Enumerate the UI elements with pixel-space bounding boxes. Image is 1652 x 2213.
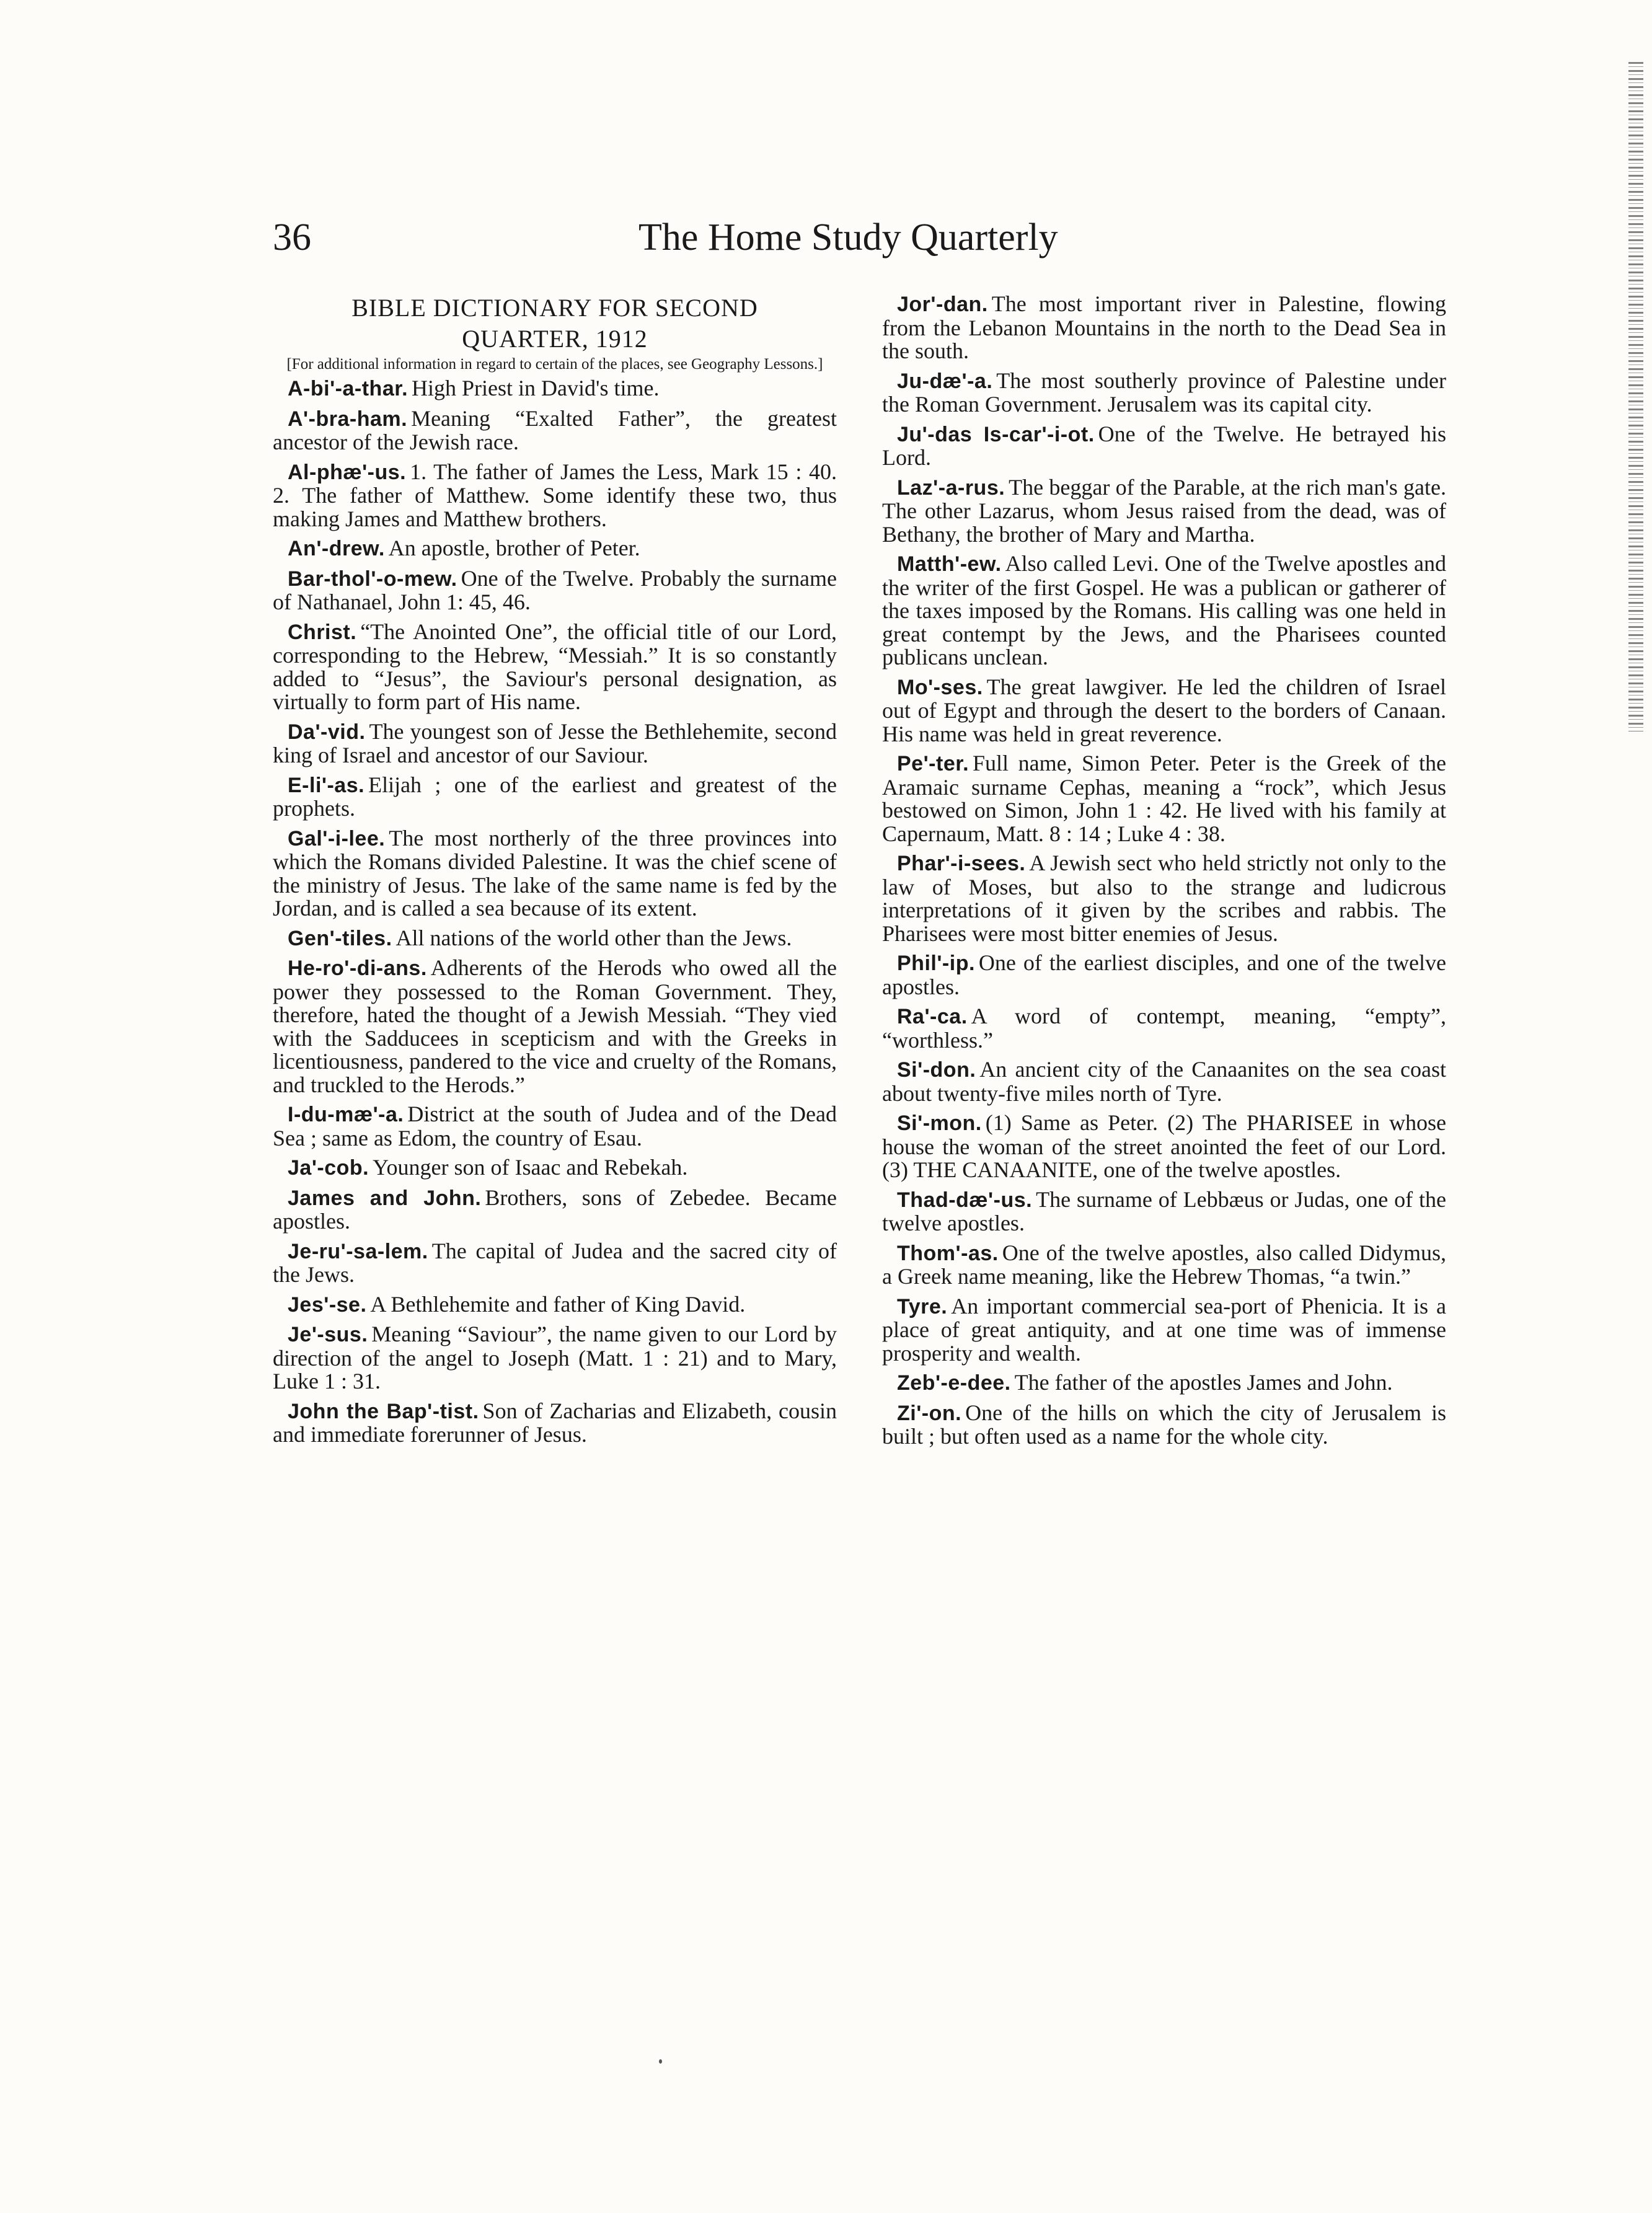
entry-term: Bar-thol'-o-mew. xyxy=(288,567,457,591)
entry-term: James and John. xyxy=(288,1186,482,1210)
entry-definition: One of the Twelve. Probably the surname of Nathanael, John 1: 45, 46. xyxy=(273,565,837,614)
entry-term: E-li'-as. xyxy=(288,773,365,797)
entry-term: A'-bra-ham. xyxy=(288,407,408,431)
entry-term: Je'-sus. xyxy=(288,1323,368,1346)
entry-term: Zeb'-e-dee. xyxy=(897,1371,1011,1395)
right-entry-list xyxy=(882,293,1446,1449)
entry-definition: The father of the apostles James and John. xyxy=(1014,1370,1393,1395)
dictionary-entry xyxy=(882,1005,1446,1052)
entry-definition: 1. The father of James the Less, Mark 15 : 40. 2. The father of Matthew. Some identify these two, thus making James and Matthew brothers. xyxy=(273,459,837,531)
dictionary-entry xyxy=(882,423,1446,470)
entry-term: Zi'-on. xyxy=(897,1401,962,1425)
dictionary-entry xyxy=(882,293,1446,363)
entry-definition: An apostle, brother of Peter. xyxy=(388,536,640,560)
entry-term: An'-drew. xyxy=(288,537,385,560)
binding-edge-mark xyxy=(1628,62,1643,731)
dictionary-entry xyxy=(882,1242,1446,1289)
entry-definition: One of the twelve apostles, also called Didymus, a Greek name meaning, like the Hebrew Thomas, “a twin.” xyxy=(882,1240,1446,1289)
entry-definition: Son of Zacharias and Elizabeth, cousin and immediate forerunner of Jesus. xyxy=(273,1398,837,1447)
dictionary-entry xyxy=(882,852,1446,945)
dictionary-entry xyxy=(273,537,837,561)
entry-term: Si'-mon. xyxy=(897,1111,982,1135)
page-number: 36 xyxy=(273,216,311,258)
entry-term: Ja'-cob. xyxy=(288,1156,369,1180)
entry-term: Da'-vid. xyxy=(288,720,366,744)
entry-term: Mo'-ses. xyxy=(897,675,983,699)
dictionary-entry xyxy=(882,752,1446,846)
entry-definition: The beggar of the Parable, at the rich man's gate. The other Lazarus, whom Jesus raised from the dead, was of Bethany, the brother of Mary and Martha. xyxy=(882,474,1446,547)
section-title-line-2: QUARTER, 1912 xyxy=(462,325,648,353)
entry-definition: District at the south of Judea and of the Dead Sea ; same as Edom, the country of Esau. xyxy=(273,1102,837,1151)
dictionary-entry xyxy=(273,407,837,454)
entry-definition: One of the Twelve. He betrayed his Lord. xyxy=(882,421,1446,470)
section-title-line-1: BIBLE DICTIONARY FOR SECOND xyxy=(351,294,758,322)
entry-definition: Also called Levi. One of the Twelve apostles and the writer of the first Gospel. He was a publican or gatherer of the taxes imposed by the Romans. His calling was one held in great contempt by the Jews, and the Pharisees counted publicans unclean. xyxy=(882,551,1446,669)
entry-definition: (1) Same as Peter. (2) The PHARISEE in whose house the woman of the street anointed the feet of our Lord. (3) THE CANAANITE, one of the twelve apostles. xyxy=(882,1110,1446,1182)
dictionary-entry xyxy=(273,1156,837,1180)
dictionary-entry xyxy=(882,369,1446,417)
entry-definition: The youngest son of Jesse the Bethlehemite, second king of Israel and ancestor of our Saviour. xyxy=(273,718,837,767)
entry-term: Phar'-i-sees. xyxy=(897,852,1026,875)
entry-definition: The surname of Lebbæus or Judas, one of the twelve apostles. xyxy=(882,1186,1446,1235)
entry-definition: One of the hills on which the city of Jerusalem is built ; but often used as a name for the whole city. xyxy=(882,1400,1446,1449)
dictionary-entry xyxy=(273,567,837,614)
running-title: The Home Study Quarterly xyxy=(638,216,1058,258)
dictionary-entry xyxy=(273,720,837,767)
entry-definition: Adherents of the Herods who owed all the power they possessed to the Roman Government. They, therefore, hated the thought of a Jewish Messiah. “They vied with the Sadducees in scepticism and with the Greeks in licentiousness, pandered to the vice and cruelty of the Romans, and truckled to the Herods.” xyxy=(273,955,837,1097)
section-title xyxy=(273,293,837,355)
entry-term: Jor'-dan. xyxy=(897,293,988,316)
entry-term: Ra'-ca. xyxy=(897,1005,968,1028)
dictionary-entry xyxy=(882,1111,1446,1182)
entry-definition: High Priest in David's time. xyxy=(412,376,660,400)
entry-term: John the Bap'-tist. xyxy=(288,1399,479,1423)
entry-definition: The capital of Judea and the sacred city of the Jews. xyxy=(273,1238,837,1287)
dictionary-entry xyxy=(273,927,837,951)
entry-definition: A Bethlehemite and father of King David. xyxy=(370,1291,746,1317)
dictionary-entry xyxy=(882,1371,1446,1395)
entry-definition: A word of contempt, meaning, “empty”, “worthless.” xyxy=(882,1004,1446,1053)
dictionary-entry xyxy=(273,621,837,714)
entry-term: Thad-dæ'-us. xyxy=(897,1188,1033,1212)
entry-term: A-bi'-a-thar. xyxy=(288,377,409,400)
entry-term: Je-ru'-sa-lem. xyxy=(288,1239,428,1263)
dictionary-entry xyxy=(273,377,837,401)
entry-term: Si'-don. xyxy=(897,1058,976,1082)
entry-definition: Full name, Simon Peter. Peter is the Greek of the Aramaic surname Cephas, meaning a “rock”, which Jesus bestowed on Simon, John 1 : 42. He lived with his family at Capernaum, Matt. 8 : 14 ; Luke 4 : 38. xyxy=(882,751,1446,846)
entry-definition: The most important river in Palestine, flowing from the Lebanon Mountains in the north to the Dead Sea in the south. xyxy=(882,291,1446,363)
entry-term: I-du-mæ'-a. xyxy=(288,1103,404,1126)
entry-term: Al-phæ'-us. xyxy=(288,460,407,484)
entry-definition: Elijah ; one of the earliest and greatest of the prophets. xyxy=(273,772,837,821)
entry-definition: An ancient city of the Canaanites on the sea coast about twenty-five miles north of Tyre. xyxy=(882,1057,1446,1106)
section-note: [For additional information in regard to certain of the places, see Geography Lessons.] xyxy=(286,356,823,373)
dictionary-entry xyxy=(273,827,837,921)
entry-term: Laz'-a-rus. xyxy=(897,475,1005,500)
entry-term: Ju'-das Is-car'-i-ot. xyxy=(897,422,1095,446)
entry-term: Jes'-se. xyxy=(288,1292,367,1317)
entry-definition: Younger son of Isaac and Rebekah. xyxy=(373,1155,688,1180)
dictionary-entry xyxy=(273,1186,837,1234)
dictionary-entry xyxy=(882,676,1446,746)
dictionary-entry xyxy=(882,1188,1446,1235)
entry-term: Gen'-tiles. xyxy=(288,926,392,950)
dictionary-entry xyxy=(882,952,1446,999)
entry-term: Matth'-ew. xyxy=(897,552,1002,576)
dictionary-entry xyxy=(273,1400,837,1447)
entry-definition: Meaning “Saviour”, the name given to our Lord by direction of the angel to Joseph (Matt. 1 : 21) and to Mary, Luke 1 : 31. xyxy=(273,1322,837,1394)
dictionary-entry xyxy=(273,774,837,821)
entry-definition: The most southerly province of Palestine under the Roman Government. Jerusalem was its capital city. xyxy=(882,368,1446,417)
dictionary-entry xyxy=(273,461,837,531)
entry-term: Tyre. xyxy=(897,1294,948,1319)
left-column xyxy=(273,293,837,1453)
entry-definition: A Jewish sect who held strictly not only to the law of Moses, but also to the strange and ludicrous interpretations of it given by the scribes and rabbis. The Pharisees were most bitter enemies of Jesus. xyxy=(882,850,1446,946)
entry-term: Gal'-i-lee. xyxy=(288,826,386,850)
dictionary-entry xyxy=(273,1240,837,1287)
dictionary-entry xyxy=(273,956,837,1097)
dictionary-entry xyxy=(273,1293,837,1317)
dictionary-entry xyxy=(273,1323,837,1394)
page-header xyxy=(273,216,1153,272)
entry-term: He-ro'-di-ans. xyxy=(288,956,427,980)
entry-definition: The great lawgiver. He led the children of Israel out of Egypt and through the desert to the borders of Canaan. His name was held in great reverence. xyxy=(882,674,1446,746)
dictionary-entry xyxy=(882,1295,1446,1366)
entry-definition: “The Anointed One”, the official title of our Lord, corresponding to the Hebrew, “Messiah.” It is so constantly added to “Jesus”, the Saviour's personal designation, as virtually to form part of His name. xyxy=(273,619,837,714)
entry-definition: An important commercial sea-port of Phenicia. It is a place of great antiquity, and at one time was of immense prosperity and wealth. xyxy=(882,1293,1446,1366)
entry-term: Phil'-ip. xyxy=(897,952,975,975)
entry-definition: One of the earliest disciples, and one of the twelve apostles. xyxy=(882,950,1446,999)
dictionary-entry xyxy=(882,1402,1446,1449)
dictionary-entry xyxy=(882,552,1446,669)
entry-term: Christ. xyxy=(288,620,357,644)
entry-definition: Brothers, sons of Zebedee. Became apostles. xyxy=(273,1185,837,1234)
dictionary-entry xyxy=(882,1058,1446,1105)
footer-dot xyxy=(659,2059,662,2064)
entry-definition: Meaning “Exalted Father”, the greatest ancestor of the Jewish race. xyxy=(273,405,837,454)
entry-definition: All nations of the world other than the Jews. xyxy=(395,925,792,950)
entry-term: Pe'-ter. xyxy=(897,752,970,775)
right-column xyxy=(882,293,1446,1455)
dictionary-entry xyxy=(882,476,1446,547)
entry-term: Thom'-as. xyxy=(897,1241,999,1265)
entry-definition: The most northerly of the three provinces into which the Romans divided Palestine. It was the chief scene of the ministry of Jesus. The lake of the same name is fed by the Jordan, and is called a sea because of its extent. xyxy=(273,825,837,921)
dictionary-entry xyxy=(273,1103,837,1150)
left-entry-list xyxy=(273,377,837,1447)
entry-term: Ju-dæ'-a. xyxy=(897,369,993,393)
